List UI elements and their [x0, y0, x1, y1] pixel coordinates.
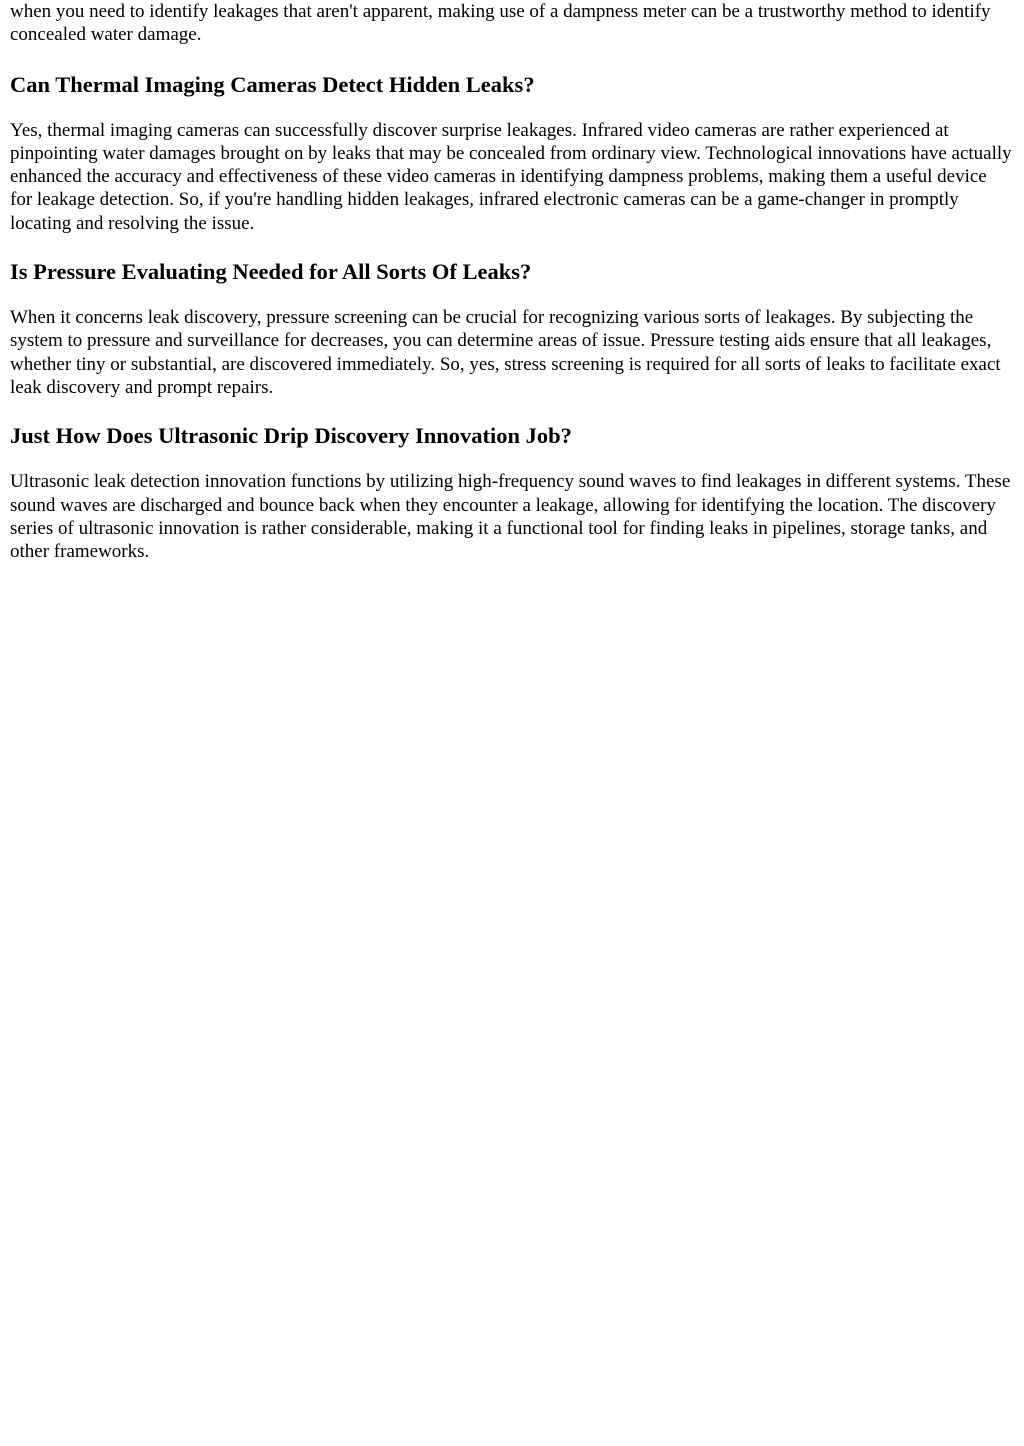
section-heading-pressure-testing: Is Pressure Evaluating Needed for All Sorts Of Leaks?	[10, 259, 532, 285]
section-body-ultrasonic-detection: Ultrasonic leak detection innovation functions by utilizing high-frequency sound waves to find leakages in different systems. These sound waves are discharged and bounce back when they encounter a leakage, allowing for identifying the location. The discovery series of ultrasonic innovation is rather considerable, making it a functional tool for finding leaks in pipelines, storage tanks, and other frameworks.	[10, 471, 1011, 563]
intro-paragraph: when you need to identify leakages that aren't apparent, making use of a dampness meter can be a trustworthy method to identify concealed water damage.	[10, 1, 991, 46]
section-body-pressure-testing: When it concerns leak discovery, pressure screening can be crucial for recognizing various sorts of leakages. By subjecting the system to pressure and surveillance for decreases, you can determine areas of issue. Pressure testing aids ensure that all leakages, whether tiny or substantial, are discovered immediately. So, yes, stress screening is required for all sorts of leaks to facilitate exact leak discovery and prompt repairs.	[10, 307, 1001, 398]
article	[0, 0, 1024, 563]
section-heading-ultrasonic-detection: Just How Does Ultrasonic Drip Discovery Innovation Job?	[10, 423, 572, 449]
section-heading-thermal-imaging: Can Thermal Imaging Cameras Detect Hidden Leaks?	[10, 71, 535, 97]
section-body-thermal-imaging: Yes, thermal imaging cameras can successfully discover surprise leakages. Infrared video cameras are rather experienced at pinpointing water damages brought on by leaks that may be concealed from ordinary view. Technological innovations have actually enhanced the accuracy and effectiveness of these video cameras in identifying dampness problems, making them a useful device for leakage detection. So, if you're handling hidden leakages, infrared electronic cameras can be a game-changer in promptly locating and resolving the issue.	[10, 119, 1012, 234]
